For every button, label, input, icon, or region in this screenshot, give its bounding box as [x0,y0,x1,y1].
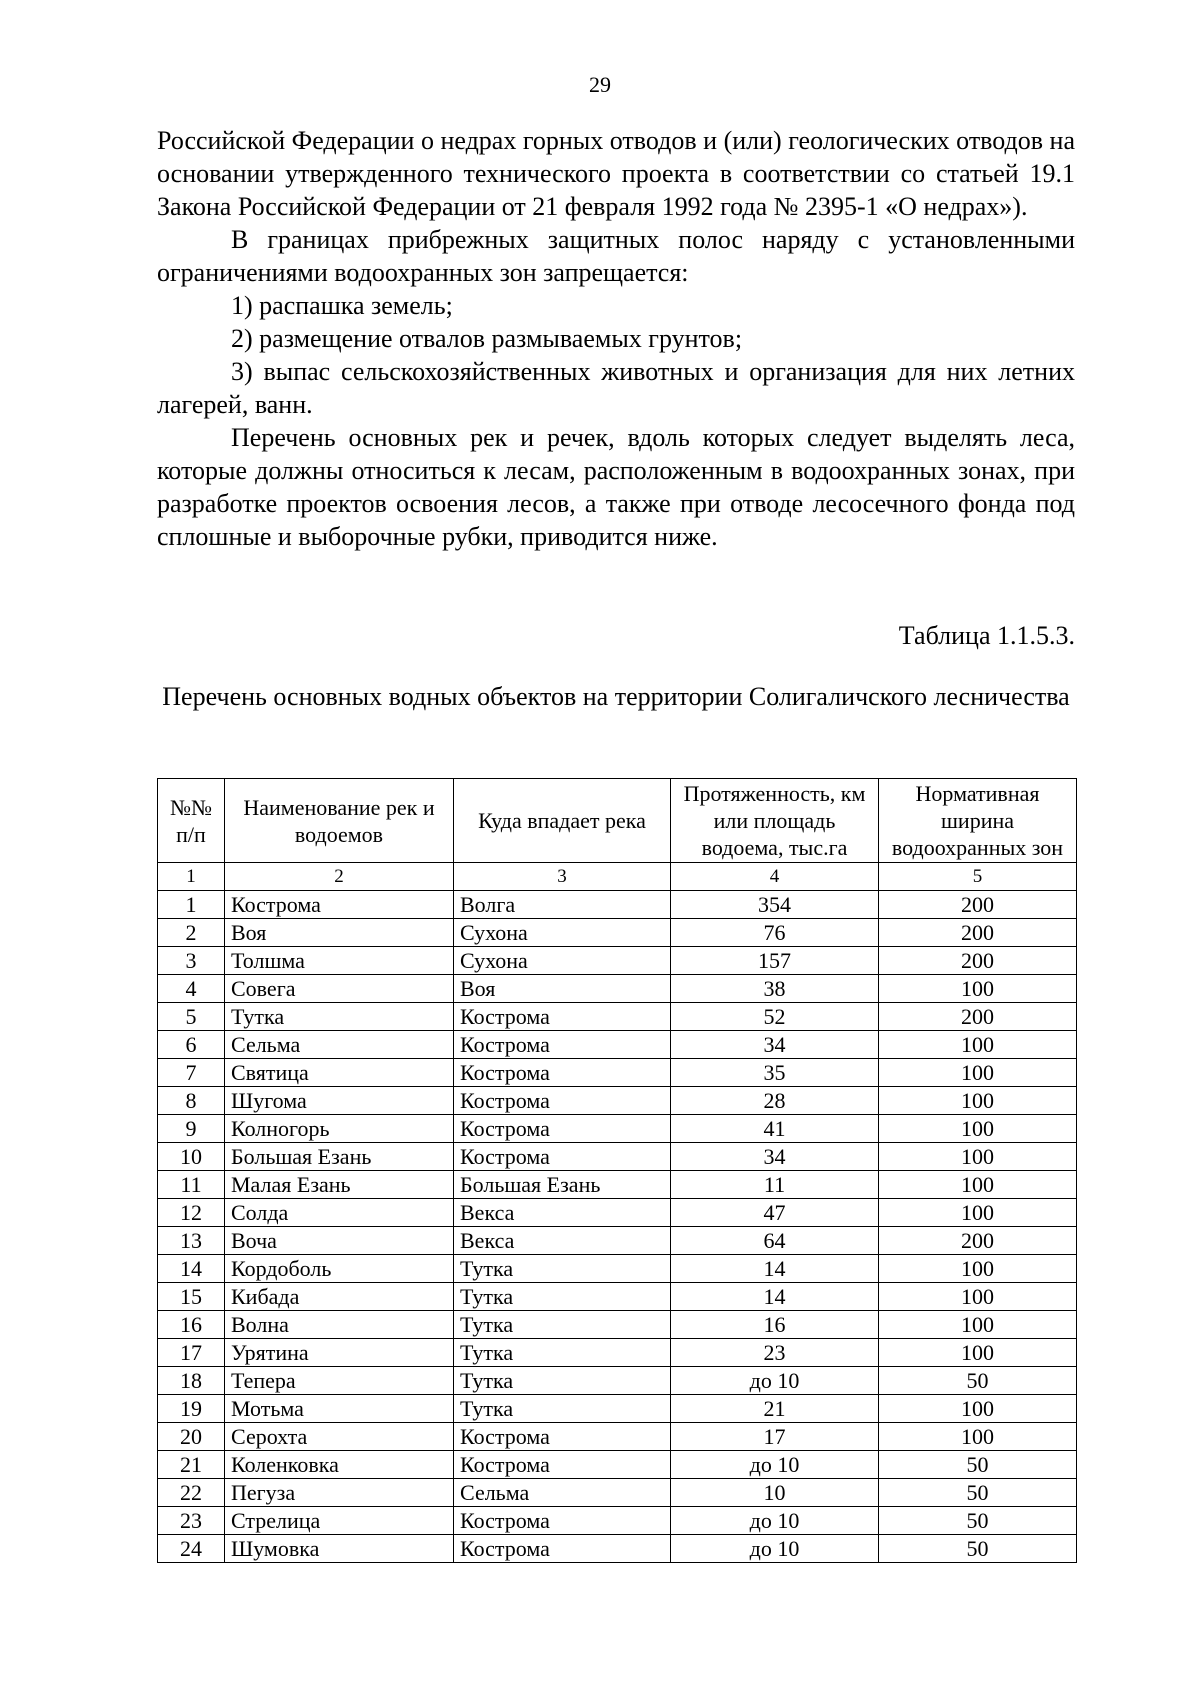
length-value: 11 [671,1171,879,1199]
flows-into: Векса [454,1199,671,1227]
row-number: 3 [158,947,225,975]
water-body-name: Урятина [225,1339,454,1367]
column-number: 5 [879,863,1077,891]
paragraph: Российской Федерации о недрах горных отводов и (или) геологических отводов на основании утвержденного технического проекта в соответствии со статьей 19.1 Закона Российской Федерации от 21 февраля 1992 года № 2395-1 «О недрах»). [157,126,1075,221]
water-body-name: Малая Езань [225,1171,454,1199]
table-row [158,1255,1077,1283]
flows-into: Тутка [454,1367,671,1395]
table-row [158,1087,1077,1115]
zone-width-value: 100 [879,1087,1077,1115]
table-row [158,1339,1077,1367]
header-flows-into: Куда впадает река [454,779,671,863]
flows-into: Волга [454,891,671,919]
zone-width-value: 50 [879,1507,1077,1535]
water-body-name: Сельма [225,1031,454,1059]
length-value: 47 [671,1199,879,1227]
water-body-name: Мотьма [225,1395,454,1423]
table-row [158,1423,1077,1451]
table-row [158,1507,1077,1535]
length-value: 14 [671,1283,879,1311]
flows-into: Кострома [454,1059,671,1087]
flows-into: Большая Езань [454,1171,671,1199]
header-zone-width: Нормативная ширина водоохранных зон [879,779,1077,863]
length-value: до 10 [671,1451,879,1479]
water-body-name: Солда [225,1199,454,1227]
flows-into: Тутка [454,1395,671,1423]
length-value: 38 [671,975,879,1003]
row-number: 2 [158,919,225,947]
zone-width-value: 200 [879,1003,1077,1031]
column-number: 3 [454,863,671,891]
zone-width-value: 50 [879,1535,1077,1563]
length-value: 76 [671,919,879,947]
flows-into: Тутка [454,1283,671,1311]
length-value: до 10 [671,1367,879,1395]
row-number: 5 [158,1003,225,1031]
length-value: 16 [671,1311,879,1339]
zone-width-value: 200 [879,891,1077,919]
water-body-name: Большая Езань [225,1143,454,1171]
header-length: Протяженность, км или площадь водоема, тыс.га [671,779,879,863]
row-number: 10 [158,1143,225,1171]
row-number: 14 [158,1255,225,1283]
zone-width-value: 200 [879,1227,1077,1255]
table-row [158,1031,1077,1059]
row-number: 11 [158,1171,225,1199]
flows-into: Воя [454,975,671,1003]
water-body-name: Воя [225,919,454,947]
header-number: №№ п/п [158,779,225,863]
flows-into: Тутка [454,1311,671,1339]
table-row [158,1311,1077,1339]
row-number: 1 [158,891,225,919]
zone-width-value: 100 [879,1199,1077,1227]
flows-into: Тутка [454,1339,671,1367]
table-row [158,919,1077,947]
flows-into: Векса [454,1227,671,1255]
table-header-row [158,779,1077,863]
water-body-name: Кибада [225,1283,454,1311]
flows-into: Сухона [454,947,671,975]
table-row [158,1003,1077,1031]
row-number: 13 [158,1227,225,1255]
water-body-name: Стрелица [225,1507,454,1535]
length-value: 23 [671,1339,879,1367]
water-bodies-table [157,778,1077,1563]
zone-width-value: 100 [879,1395,1077,1423]
table-row [158,947,1077,975]
length-value: 34 [671,1143,879,1171]
zone-width-value: 100 [879,975,1077,1003]
table-title: Перечень основных водных объектов на территории Солигаличского лесничества [162,682,1070,711]
flows-into: Кострома [454,1507,671,1535]
zone-width-value: 100 [879,1423,1077,1451]
water-body-name: Серохта [225,1423,454,1451]
flows-into: Кострома [454,1003,671,1031]
flows-into: Кострома [454,1423,671,1451]
paragraph: В границах прибрежных защитных полос наряду с установленными ограничениями водоохранных зон запрещается: [157,225,1075,287]
table-row [158,1395,1077,1423]
row-number: 16 [158,1311,225,1339]
water-body-name: Кордоболь [225,1255,454,1283]
flows-into: Кострома [454,1451,671,1479]
column-number: 2 [225,863,454,891]
body-text [157,124,1075,553]
water-body-name: Шугома [225,1087,454,1115]
table-body [158,891,1077,1563]
water-body-name: Святица [225,1059,454,1087]
water-body-name: Коленковка [225,1451,454,1479]
water-body-name: Волна [225,1311,454,1339]
zone-width-value: 100 [879,1143,1077,1171]
zone-width-value: 50 [879,1479,1077,1507]
length-value: 34 [671,1031,879,1059]
column-number-row [158,863,1077,891]
length-value: 41 [671,1115,879,1143]
row-number: 8 [158,1087,225,1115]
water-body-name: Толшма [225,947,454,975]
zone-width-value: 100 [879,1115,1077,1143]
flows-into: Кострома [454,1115,671,1143]
zone-width-value: 200 [879,919,1077,947]
length-value: 17 [671,1423,879,1451]
length-value: 35 [671,1059,879,1087]
flows-into: Кострома [454,1031,671,1059]
length-value: 354 [671,891,879,919]
water-body-name: Совега [225,975,454,1003]
paragraph: Перечень основных рек и речек, вдоль которых следует выделять леса, которые должны относиться к лесам, расположенным в водоохранных зонах, при разработке проектов освоения лесов, а также при отводе лесосечного фонда под сплошные и выборочные рубки, приводится ниже. [157,423,1075,551]
zone-width-value: 100 [879,1283,1077,1311]
length-value: до 10 [671,1507,879,1535]
zone-width-value: 100 [879,1311,1077,1339]
length-value: 14 [671,1255,879,1283]
paragraph: 3) выпас сельскохозяйственных животных и организация для них летних лагерей, ванн. [157,357,1075,419]
table-row [158,1451,1077,1479]
row-number: 21 [158,1451,225,1479]
flows-into: Сухона [454,919,671,947]
row-number: 4 [158,975,225,1003]
water-body-name: Кострома [225,891,454,919]
table-row [158,891,1077,919]
table-row [158,1171,1077,1199]
row-number: 24 [158,1535,225,1563]
row-number: 20 [158,1423,225,1451]
flows-into: Кострома [454,1535,671,1563]
row-number: 18 [158,1367,225,1395]
zone-width-value: 100 [879,1255,1077,1283]
water-body-name: Шумовка [225,1535,454,1563]
zone-width-value: 200 [879,947,1077,975]
table-row [158,1479,1077,1507]
water-body-name: Пегуза [225,1479,454,1507]
row-number: 9 [158,1115,225,1143]
zone-width-value: 100 [879,1031,1077,1059]
zone-width-value: 50 [879,1367,1077,1395]
paragraph: 1) распашка земель; [231,291,453,320]
zone-width-value: 100 [879,1339,1077,1367]
length-value: до 10 [671,1535,879,1563]
paragraph: 2) размещение отвалов размываемых грунтов; [231,324,743,353]
flows-into: Сельма [454,1479,671,1507]
zone-width-value: 50 [879,1451,1077,1479]
table-row [158,1059,1077,1087]
header-name: Наименование рек и водоемов [225,779,454,863]
page-number: 29 [589,72,611,97]
zone-width-value: 100 [879,1171,1077,1199]
length-value: 52 [671,1003,879,1031]
flows-into: Тутка [454,1255,671,1283]
length-value: 28 [671,1087,879,1115]
row-number: 17 [158,1339,225,1367]
table-row [158,1143,1077,1171]
length-value: 64 [671,1227,879,1255]
length-value: 21 [671,1395,879,1423]
column-number: 1 [158,863,225,891]
table-row [158,1115,1077,1143]
flows-into: Кострома [454,1143,671,1171]
table-row [158,1227,1077,1255]
table-row [158,1535,1077,1563]
water-body-name: Воча [225,1227,454,1255]
water-body-name: Тутка [225,1003,454,1031]
zone-width-value: 100 [879,1059,1077,1087]
flows-into: Кострома [454,1087,671,1115]
row-number: 23 [158,1507,225,1535]
table-row [158,975,1077,1003]
row-number: 7 [158,1059,225,1087]
column-number: 4 [671,863,879,891]
table-row [158,1199,1077,1227]
water-body-name: Колногорь [225,1115,454,1143]
row-number: 19 [158,1395,225,1423]
table-number: Таблица 1.1.5.3. [898,621,1075,650]
row-number: 12 [158,1199,225,1227]
water-body-name: Тепера [225,1367,454,1395]
length-value: 10 [671,1479,879,1507]
row-number: 15 [158,1283,225,1311]
table-row [158,1367,1077,1395]
row-number: 6 [158,1031,225,1059]
length-value: 157 [671,947,879,975]
table-row [158,1283,1077,1311]
row-number: 22 [158,1479,225,1507]
